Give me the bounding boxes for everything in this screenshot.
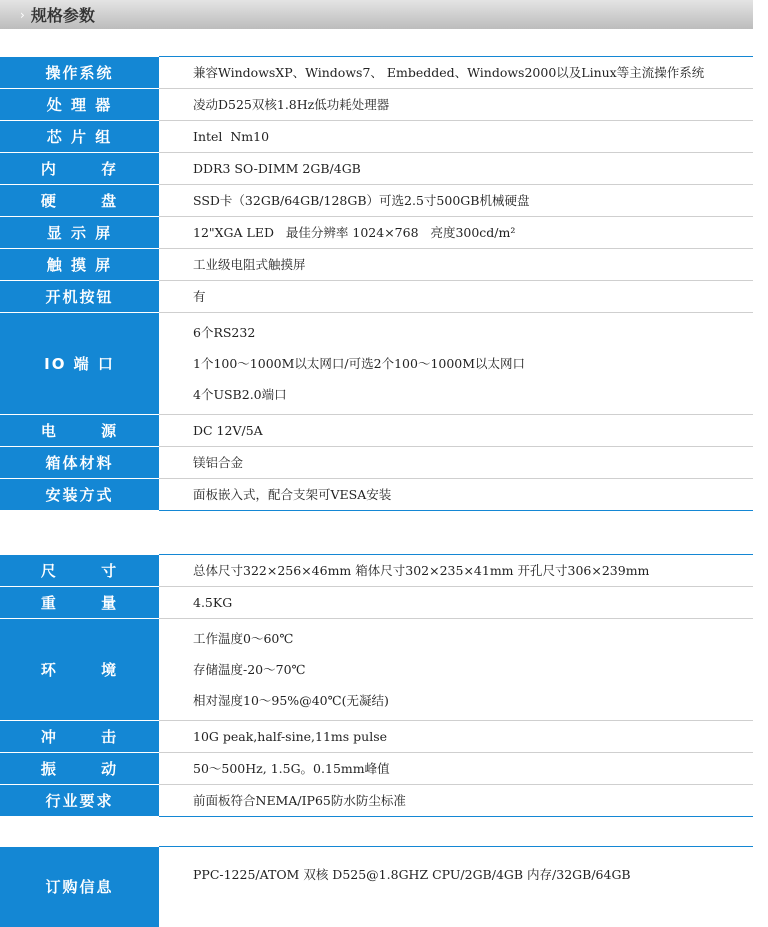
spec-row <box>0 555 753 587</box>
spec-label: 安装方式 <box>0 479 159 511</box>
section-header <box>0 0 753 29</box>
spec-value <box>159 587 753 619</box>
spec-label: 内 存 <box>0 153 159 185</box>
spec-row <box>0 479 753 511</box>
spec-row <box>0 847 753 927</box>
spec-label: 冲 击 <box>0 721 159 753</box>
spec-value-line: 面板嵌入式，配合支架可VESA安装 <box>193 487 392 502</box>
spec-row <box>0 447 753 479</box>
spec-value <box>159 619 753 721</box>
spec-value-line: 前面板符合NEMA/IP65防水防尘标准 <box>193 793 406 808</box>
spec-value <box>159 57 753 89</box>
spec-value <box>159 753 753 785</box>
spec-value <box>159 555 753 587</box>
spec-value <box>159 153 753 185</box>
spec-value-line: 10G peak,half-sine,11ms pulse <box>193 729 388 744</box>
spec-value-line: 兼容WindowsXP、Windows7、 Embedded、Windows2000以及Linux等主流操作系统 <box>193 65 705 80</box>
spec-value <box>159 479 753 511</box>
spec-row <box>0 57 753 89</box>
spec-label: 尺 寸 <box>0 555 159 587</box>
spec-row <box>0 415 753 447</box>
spec-value <box>159 249 753 281</box>
spec-label: 重 量 <box>0 587 159 619</box>
spec-value <box>159 785 753 817</box>
spec-value-line: 4个USB2.0端口 <box>193 387 287 402</box>
spec-value <box>159 313 753 415</box>
spec-row <box>0 619 753 721</box>
spec-label: 处 理 器 <box>0 89 159 121</box>
spec-row <box>0 785 753 817</box>
spec-value-line: 50～500Hz, 1.5G。0.15mm峰值 <box>193 761 390 776</box>
spec-value-line: 有 <box>193 289 206 304</box>
spec-label: 开机按钮 <box>0 281 159 313</box>
spec-label: 箱体材料 <box>0 447 159 479</box>
spec-value-line: 1个100～1000M以太网口/可选2个100～1000M以太网口 <box>193 356 526 371</box>
spec-row <box>0 313 753 415</box>
spec-value-line: 工业级电阻式触摸屏 <box>193 257 306 272</box>
spec-row <box>0 89 753 121</box>
spec-row <box>0 121 753 153</box>
spec-value <box>159 415 753 447</box>
spec-value-line: SSD卡（32GB/64GB/128GB）可选2.5寸500GB机械硬盘 <box>193 193 530 208</box>
spec-label: 硬 盘 <box>0 185 159 217</box>
spec-label: 环 境 <box>0 619 159 721</box>
spec-value <box>159 721 753 753</box>
spec-label: 触 摸 屏 <box>0 249 159 281</box>
spec-value-line: PPC-1225/ATOM 双核 D525@1.8GHZ CPU/2GB/4GB 内存/32GB/64GB <box>193 867 631 882</box>
spec-value <box>159 281 753 313</box>
spec-value <box>159 847 753 927</box>
spec-value <box>159 185 753 217</box>
spec-row <box>0 587 753 619</box>
spec-value-line: DC 12V/5A <box>193 423 263 438</box>
spec-row <box>0 217 753 249</box>
spec-table-main <box>0 56 753 511</box>
spec-row <box>0 753 753 785</box>
spec-table-physical <box>0 554 753 817</box>
spec-row <box>0 153 753 185</box>
section-title: 规格参数 <box>30 6 95 25</box>
spec-value-line: 存储温度-20～70℃ <box>193 662 306 677</box>
spec-label: IO 端 口 <box>0 313 159 415</box>
spec-value-line: 总体尺寸322×256×46mm 箱体尺寸302×235×41mm 开孔尺寸306×239mm <box>193 563 650 578</box>
spec-label: 芯 片 组 <box>0 121 159 153</box>
spec-value-line: 相对湿度10～95%@40℃(无凝结) <box>193 693 389 708</box>
spec-label: 振 动 <box>0 753 159 785</box>
spec-value-line: 镁铝合金 <box>193 455 244 470</box>
spec-row <box>0 281 753 313</box>
spec-value-line: 凌动D525双核1.8Hz低功耗处理器 <box>193 97 390 112</box>
spec-value <box>159 447 753 479</box>
spec-value <box>159 217 753 249</box>
spec-value-line: DDR3 SO-DIMM 2GB/4GB <box>193 161 361 176</box>
spec-value-line: 工作温度0～60℃ <box>193 631 294 646</box>
spec-label: 电 源 <box>0 415 159 447</box>
chevron-right-icon: › <box>20 7 25 22</box>
spec-value-line: 4.5KG <box>193 595 233 610</box>
spec-row <box>0 721 753 753</box>
spec-value <box>159 89 753 121</box>
spec-label: 显 示 屏 <box>0 217 159 249</box>
spec-table-ordering <box>0 846 753 927</box>
spec-value-line: Intel Nm10 <box>193 129 270 144</box>
spec-value-line: 12"XGA LED 最佳分辨率 1024×768 亮度300cd/m² <box>193 225 516 240</box>
spec-label: 订购信息 <box>0 847 159 927</box>
spec-value-line: 6个RS232 <box>193 325 256 340</box>
spec-row <box>0 249 753 281</box>
spec-label: 操作系统 <box>0 57 159 89</box>
spec-row <box>0 185 753 217</box>
spec-value <box>159 121 753 153</box>
spec-label: 行业要求 <box>0 785 159 817</box>
